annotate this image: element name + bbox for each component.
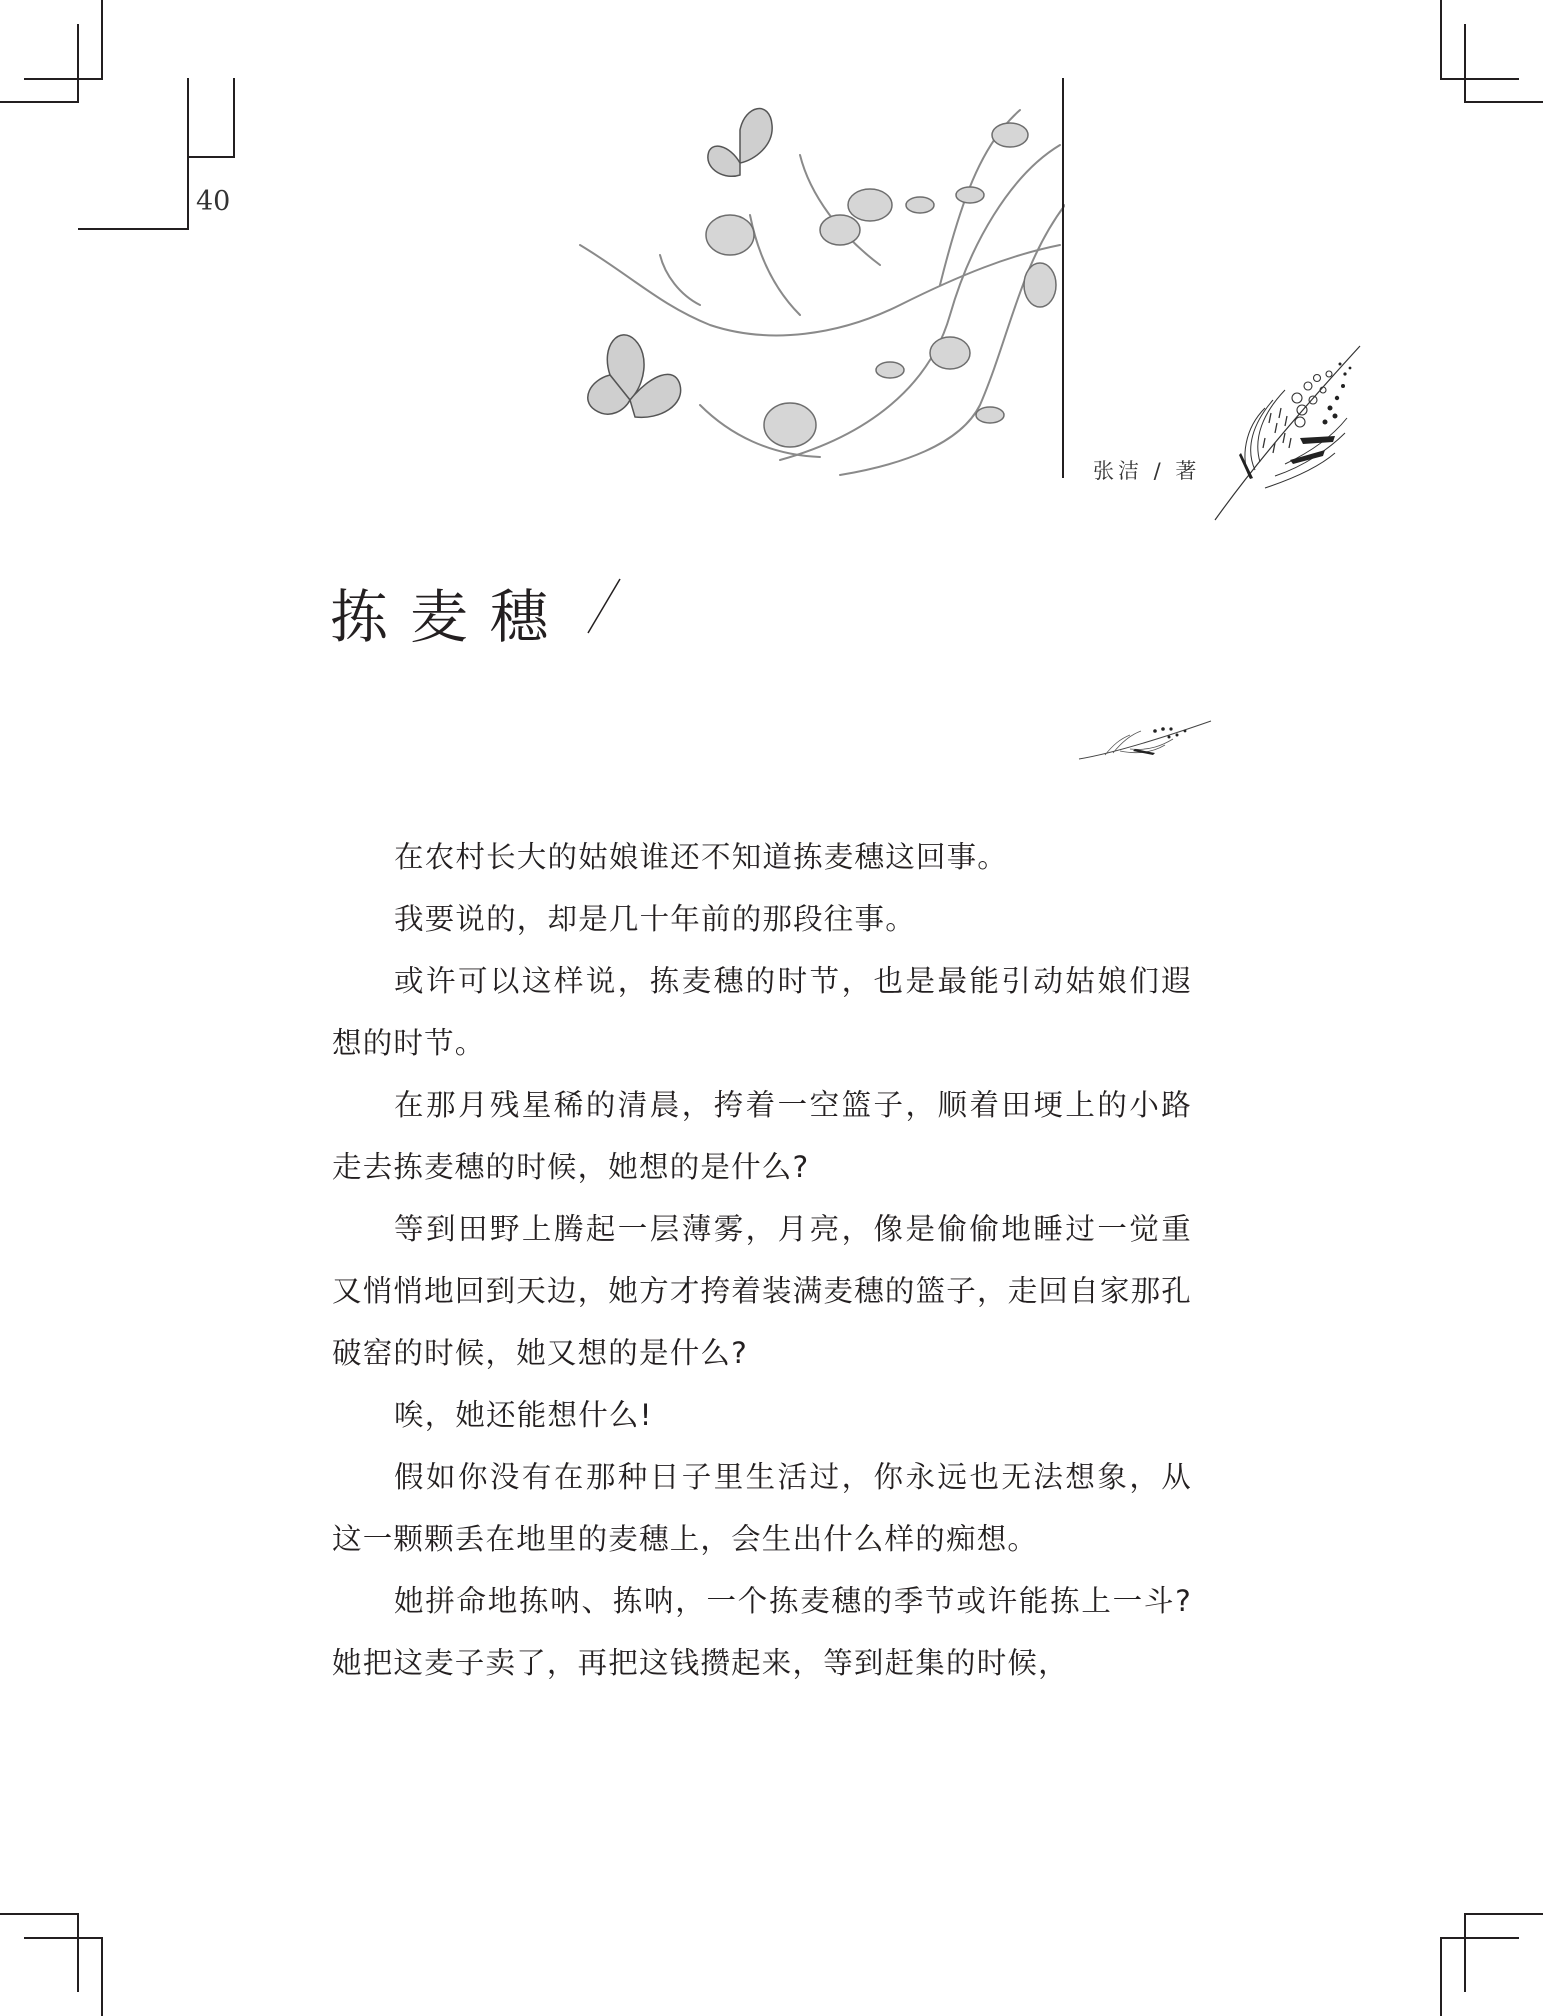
paragraph: 我要说的，却是几十年前的那段往事。 <box>394 902 916 936</box>
crop-mark-top-left <box>0 101 79 103</box>
paragraph: 在农村长大的姑娘谁还不知道拣麦穗这回事。 <box>394 840 1009 874</box>
paragraph: 假如你没有在那种日子里生活过，你永远也无法想象，从这一颗颗丢在地里的麦穗上，会生出什么样的痴想。 <box>332 1460 1192 1556</box>
crop-mark-bottom-right <box>1440 1937 1519 1939</box>
crop-mark-top-left <box>77 24 79 103</box>
crop-mark-bottom-right <box>1440 1937 1442 2016</box>
paragraph: 唉，她还能想什么! <box>394 1398 653 1432</box>
crop-mark-bottom-left <box>0 1913 79 1915</box>
page-number-bracket <box>233 78 235 158</box>
crop-mark-bottom-left <box>77 1913 79 1992</box>
paragraph: 等到田野上腾起一层薄雾，月亮，像是偷偷地睡过一觉重又悄悄地回到天边，她方才挎着装满麦穗的篮子，走回自家那孔破窑的时候，她又想的是什么? <box>332 1212 1192 1370</box>
page-number-bracket <box>187 78 189 230</box>
crop-mark-bottom-right <box>1464 1913 1466 1992</box>
paragraph: 或许可以这样说，拣麦穗的时节，也是最能引动姑娘们遐想的时节。 <box>332 964 1192 1060</box>
title-slash-decoration <box>586 577 622 635</box>
page-number: 40 <box>196 186 231 217</box>
paragraph: 在那月残星稀的清晨，挎着一空篮子，顺着田埂上的小路走去拣麦穗的时候，她想的是什么? <box>332 1088 1192 1184</box>
crop-mark-top-right <box>1464 24 1466 103</box>
crop-mark-bottom-right <box>1464 1913 1543 1915</box>
crop-mark-top-right <box>1464 101 1543 103</box>
paragraph: 她拼命地拣呐、拣呐，一个拣麦穗的季节或许能拣上一斗? 她把这麦子卖了，再把这钱攒起来，等到赶集的时候， <box>332 1584 1192 1680</box>
crop-mark-top-right <box>1440 78 1519 80</box>
page-number-bracket <box>187 156 235 158</box>
floral-illustration <box>540 85 1065 480</box>
article-title: 拣麦穗 <box>330 583 571 651</box>
article-body <box>332 826 1192 1694</box>
author-line: 张洁 / 著 <box>1093 459 1201 483</box>
crop-mark-top-left <box>101 0 103 79</box>
vertical-rule <box>1062 78 1064 478</box>
page-number-bracket <box>78 228 189 230</box>
crop-mark-top-left <box>24 78 103 80</box>
crop-mark-bottom-left <box>24 1937 103 1939</box>
crop-mark-top-right <box>1440 0 1442 79</box>
crop-mark-bottom-left <box>101 1937 103 2016</box>
feather-icon-small <box>1075 715 1215 765</box>
feather-icon <box>1205 338 1375 523</box>
